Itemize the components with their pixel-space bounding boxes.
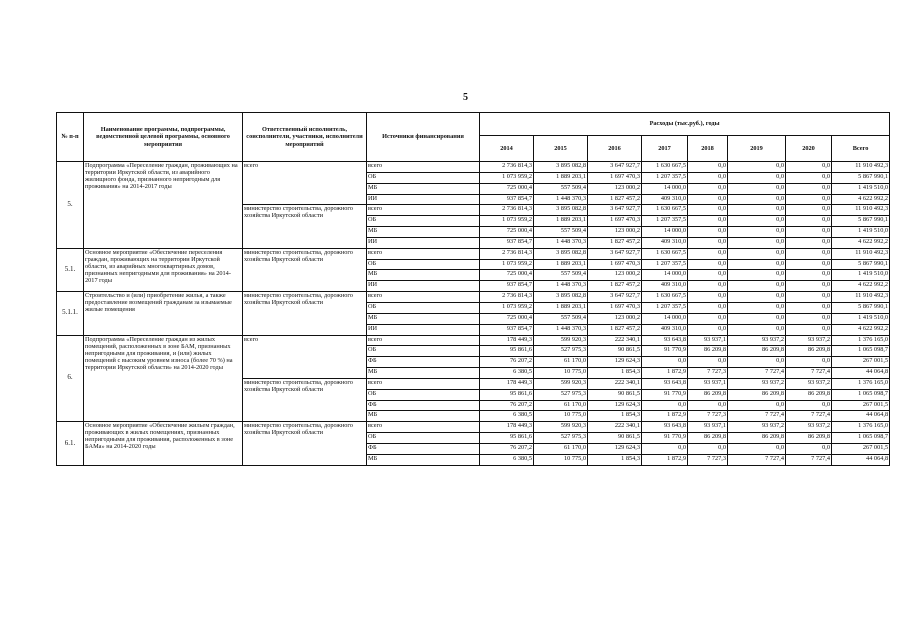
year-value: 0,0 <box>786 443 832 454</box>
executor-cell: министерство строительства, дорожного хозяйства Иркутской области <box>243 248 367 291</box>
year-value: 129 624,3 <box>588 443 642 454</box>
total-value: 44 064,8 <box>832 411 890 422</box>
page-number: 5 <box>463 92 468 103</box>
year-value: 0,0 <box>728 313 786 324</box>
year-value: 0,0 <box>786 194 832 205</box>
year-value: 7 727,4 <box>728 454 786 465</box>
row-number: 6.1. <box>57 422 84 465</box>
year-value: 599 920,3 <box>534 422 588 433</box>
year-value: 123 000,2 <box>588 227 642 238</box>
year-value: 1 073 959,2 <box>480 216 534 227</box>
table-row <box>57 162 890 173</box>
year-value: 0,0 <box>688 216 728 227</box>
total-value: 44 064,8 <box>832 454 890 465</box>
year-value: 1 889 203,1 <box>534 216 588 227</box>
program-name: Основное мероприятие «Обеспечение переселения граждан, проживающих на территории Иркутской области, из аварийных многоквартирных домов, признанных непригодными для проживания» на 2014-2017 годы <box>84 248 243 291</box>
year-value: 93 643,8 <box>642 422 688 433</box>
year-value: 0,0 <box>786 162 832 173</box>
year-value: 1 697 470,3 <box>588 302 642 313</box>
header-year: 2017 <box>642 136 688 162</box>
year-value: 0,0 <box>786 270 832 281</box>
year-value: 0,0 <box>688 270 728 281</box>
year-value: 1 073 959,2 <box>480 302 534 313</box>
year-value: 1 630 667,5 <box>642 248 688 259</box>
year-value: 6 380,5 <box>480 368 534 379</box>
table-row <box>57 292 890 303</box>
year-value: 1 073 959,2 <box>480 259 534 270</box>
year-value: 0,0 <box>728 400 786 411</box>
year-value: 86 209,8 <box>728 433 786 444</box>
year-value: 1 872,9 <box>642 454 688 465</box>
year-value: 7 727,3 <box>688 411 728 422</box>
funding-source: ФБ <box>367 400 480 411</box>
year-value: 86 209,8 <box>728 389 786 400</box>
year-value: 93 937,2 <box>728 335 786 346</box>
year-value: 557 509,4 <box>534 270 588 281</box>
year-value: 86 209,8 <box>688 433 728 444</box>
executor-cell: министерство строительства, дорожного хозяйства Иркутской области <box>243 205 367 248</box>
total-value: 1 419 510,0 <box>832 183 890 194</box>
funding-source: ФБ <box>367 357 480 368</box>
year-value: 0,0 <box>728 302 786 313</box>
year-value: 0,0 <box>688 205 728 216</box>
year-value: 1 630 667,5 <box>642 205 688 216</box>
table-row <box>57 422 890 433</box>
year-value: 178 449,3 <box>480 335 534 346</box>
total-value: 1 376 165,0 <box>832 335 890 346</box>
total-value: 267 001,5 <box>832 357 890 368</box>
total-value: 1 419 510,0 <box>832 227 890 238</box>
program-name: Подпрограмма «Переселение граждан из жилых помещений, расположенных в зоне БАМ, признанных непригодными для проживания, и (или) жилых помещений с высоким уровнем износа (более 70 %) на территории Иркутской области» на 2014-2020 годы <box>84 335 243 422</box>
year-value: 0,0 <box>728 259 786 270</box>
year-value: 0,0 <box>688 400 728 411</box>
year-value: 409 310,0 <box>642 237 688 248</box>
funding-source: ИИ <box>367 324 480 335</box>
executor-cell: министерство строительства, дорожного хозяйства Иркутской области <box>243 292 367 335</box>
year-value: 725 000,4 <box>480 183 534 194</box>
year-value: 0,0 <box>688 162 728 173</box>
year-value: 0,0 <box>786 216 832 227</box>
total-value: 11 910 492,3 <box>832 162 890 173</box>
year-value: 0,0 <box>688 313 728 324</box>
year-value: 0,0 <box>688 281 728 292</box>
total-value: 4 622 992,2 <box>832 237 890 248</box>
year-value: 93 937,2 <box>728 422 786 433</box>
funding-source: ОБ <box>367 346 480 357</box>
year-value: 0,0 <box>786 172 832 183</box>
year-value: 0,0 <box>786 183 832 194</box>
year-value: 0,0 <box>728 216 786 227</box>
year-value: 6 380,5 <box>480 454 534 465</box>
header-year: 2020 <box>786 136 832 162</box>
row-number: 6. <box>57 335 84 422</box>
header-year: 2018 <box>688 136 728 162</box>
year-value: 178 449,3 <box>480 422 534 433</box>
year-value: 86 209,8 <box>786 389 832 400</box>
table-row <box>57 248 890 259</box>
total-value: 11 910 492,3 <box>832 292 890 303</box>
funding-source: МБ <box>367 183 480 194</box>
year-value: 0,0 <box>688 357 728 368</box>
year-value: 937 854,7 <box>480 324 534 335</box>
year-value: 937 854,7 <box>480 237 534 248</box>
total-value: 267 001,5 <box>832 443 890 454</box>
funding-source: всего <box>367 248 480 259</box>
year-value: 0,0 <box>786 237 832 248</box>
total-value: 5 867 990,1 <box>832 216 890 227</box>
year-value: 557 509,4 <box>534 227 588 238</box>
year-value: 0,0 <box>728 205 786 216</box>
funding-source: МБ <box>367 270 480 281</box>
year-value: 93 937,2 <box>786 378 832 389</box>
total-value: 4 622 992,2 <box>832 194 890 205</box>
funding-source: ОБ <box>367 259 480 270</box>
year-value: 6 380,5 <box>480 411 534 422</box>
year-value: 0,0 <box>728 270 786 281</box>
year-value: 7 727,4 <box>728 368 786 379</box>
row-number: 5.1. <box>57 248 84 291</box>
year-value: 1 889 203,1 <box>534 259 588 270</box>
total-value: 267 001,5 <box>832 400 890 411</box>
year-value: 93 937,1 <box>688 422 728 433</box>
year-value: 0,0 <box>688 292 728 303</box>
year-value: 0,0 <box>786 324 832 335</box>
year-value: 0,0 <box>688 227 728 238</box>
year-value: 2 736 814,3 <box>480 205 534 216</box>
year-value: 61 170,0 <box>534 357 588 368</box>
year-value: 1 697 470,3 <box>588 259 642 270</box>
year-value: 90 861,5 <box>588 389 642 400</box>
funding-source: ОБ <box>367 302 480 313</box>
year-value: 0,0 <box>728 292 786 303</box>
year-value: 3 647 927,7 <box>588 292 642 303</box>
funding-source: ОБ <box>367 433 480 444</box>
year-value: 1 889 203,1 <box>534 302 588 313</box>
year-value: 3 647 927,7 <box>588 205 642 216</box>
year-value: 123 000,2 <box>588 270 642 281</box>
funding-source: МБ <box>367 227 480 238</box>
year-value: 599 920,3 <box>534 335 588 346</box>
year-value: 527 975,3 <box>534 389 588 400</box>
year-value: 0,0 <box>688 172 728 183</box>
year-value: 725 000,4 <box>480 270 534 281</box>
year-value: 7 727,3 <box>688 454 728 465</box>
total-value: 4 622 992,2 <box>832 281 890 292</box>
header-name: Наименование программы, подпрограммы, ведомственной целевой программы, основного мероприятия <box>84 113 243 162</box>
total-value: 5 867 990,1 <box>832 259 890 270</box>
year-value: 1 448 370,3 <box>534 237 588 248</box>
year-value: 0,0 <box>728 248 786 259</box>
funding-source: всего <box>367 205 480 216</box>
budget-table <box>56 112 890 466</box>
year-value: 0,0 <box>642 400 688 411</box>
year-value: 95 861,6 <box>480 389 534 400</box>
funding-source: ИИ <box>367 194 480 205</box>
year-value: 1 448 370,3 <box>534 324 588 335</box>
year-value: 0,0 <box>688 302 728 313</box>
year-value: 86 209,8 <box>728 346 786 357</box>
total-value: 1 419 510,0 <box>832 313 890 324</box>
year-value: 3 895 082,8 <box>534 292 588 303</box>
year-value: 1 827 457,2 <box>588 324 642 335</box>
year-value: 14 000,0 <box>642 313 688 324</box>
year-value: 0,0 <box>728 162 786 173</box>
year-value: 86 209,8 <box>688 346 728 357</box>
year-value: 1 697 470,3 <box>588 172 642 183</box>
year-value: 1 207 357,5 <box>642 216 688 227</box>
year-value: 123 000,2 <box>588 183 642 194</box>
year-value: 937 854,7 <box>480 281 534 292</box>
year-value: 86 209,8 <box>688 389 728 400</box>
year-value: 0,0 <box>728 183 786 194</box>
year-value: 1 854,3 <box>588 368 642 379</box>
year-value: 90 861,5 <box>588 433 642 444</box>
year-value: 91 770,9 <box>642 389 688 400</box>
year-value: 725 000,4 <box>480 227 534 238</box>
year-value: 7 727,4 <box>728 411 786 422</box>
header-source: Источники финансирования <box>367 113 480 162</box>
year-value: 1 630 667,5 <box>642 292 688 303</box>
total-value: 1 419 510,0 <box>832 270 890 281</box>
year-value: 129 624,3 <box>588 357 642 368</box>
funding-source: ОБ <box>367 216 480 227</box>
year-value: 0,0 <box>642 443 688 454</box>
row-number: 5.1.1. <box>57 292 84 335</box>
year-value: 3 895 082,8 <box>534 248 588 259</box>
header-year: 2014 <box>480 136 534 162</box>
year-value: 1 872,9 <box>642 411 688 422</box>
program-name: Подпрограмма «Переселение граждан, проживающих на территории Иркутской области, из аварийного жилищного фонда, признанного непригодным для проживания» на 2014-2017 годы <box>84 162 243 249</box>
funding-source: ОБ <box>367 172 480 183</box>
year-value: 527 975,3 <box>534 433 588 444</box>
header-row <box>57 113 890 136</box>
year-value: 7 727,4 <box>786 454 832 465</box>
year-value: 1 697 470,3 <box>588 216 642 227</box>
row-number: 5. <box>57 162 84 249</box>
total-value: 5 867 990,1 <box>832 302 890 313</box>
year-value: 3 895 082,8 <box>534 205 588 216</box>
year-value: 93 937,1 <box>688 378 728 389</box>
year-value: 0,0 <box>688 248 728 259</box>
year-value: 599 920,3 <box>534 378 588 389</box>
year-value: 76 207,2 <box>480 357 534 368</box>
year-value: 0,0 <box>786 292 832 303</box>
year-value: 0,0 <box>786 205 832 216</box>
funding-source: всего <box>367 292 480 303</box>
total-value: 11 910 492,3 <box>832 205 890 216</box>
funding-source: ОБ <box>367 389 480 400</box>
year-value: 3 647 927,7 <box>588 162 642 173</box>
year-value: 1 207 357,5 <box>642 302 688 313</box>
year-value: 0,0 <box>786 281 832 292</box>
year-value: 14 000,0 <box>642 270 688 281</box>
year-value: 123 000,2 <box>588 313 642 324</box>
program-name: Строительство и (или) приобретение жилья, а также предоставление возмещений гражданам за изымаемые жилые помещения <box>84 292 243 335</box>
funding-source: МБ <box>367 368 480 379</box>
year-value: 0,0 <box>728 194 786 205</box>
funding-source: ИИ <box>367 281 480 292</box>
year-value: 1 827 457,2 <box>588 237 642 248</box>
year-value: 0,0 <box>688 259 728 270</box>
year-value: 0,0 <box>688 194 728 205</box>
year-value: 3 647 927,7 <box>588 248 642 259</box>
total-value: 44 064,8 <box>832 368 890 379</box>
table-row <box>57 335 890 346</box>
year-value: 1 207 357,5 <box>642 259 688 270</box>
funding-source: ИИ <box>367 237 480 248</box>
year-value: 7 727,4 <box>786 368 832 379</box>
table-body <box>57 162 890 466</box>
year-value: 7 727,3 <box>688 368 728 379</box>
year-value: 0,0 <box>728 172 786 183</box>
year-value: 2 736 814,3 <box>480 162 534 173</box>
year-value: 0,0 <box>786 302 832 313</box>
total-value: 1 065 098,7 <box>832 346 890 357</box>
year-value: 0,0 <box>728 357 786 368</box>
total-value: 11 910 492,3 <box>832 248 890 259</box>
year-value: 1 207 357,5 <box>642 172 688 183</box>
year-value: 557 509,4 <box>534 313 588 324</box>
header-year: 2015 <box>534 136 588 162</box>
header-executor: Ответственный исполнитель, соисполнители, участники, исполнители мероприятий <box>243 113 367 162</box>
year-value: 1 630 667,5 <box>642 162 688 173</box>
year-value: 61 170,0 <box>534 400 588 411</box>
year-value: 0,0 <box>688 183 728 194</box>
year-value: 76 207,2 <box>480 443 534 454</box>
year-value: 178 449,3 <box>480 378 534 389</box>
year-value: 0,0 <box>786 248 832 259</box>
total-value: 1 065 098,7 <box>832 433 890 444</box>
funding-source: всего <box>367 378 480 389</box>
year-value: 1 872,9 <box>642 368 688 379</box>
year-value: 86 209,8 <box>786 433 832 444</box>
executor-cell: всего <box>243 335 367 378</box>
year-value: 1 448 370,3 <box>534 194 588 205</box>
year-value: 95 861,6 <box>480 346 534 357</box>
year-value: 1 854,3 <box>588 454 642 465</box>
year-value: 91 770,9 <box>642 346 688 357</box>
year-value: 93 643,8 <box>642 335 688 346</box>
year-value: 222 340,1 <box>588 422 642 433</box>
year-value: 90 861,5 <box>588 346 642 357</box>
executor-cell: всего <box>243 162 367 205</box>
year-value: 0,0 <box>688 443 728 454</box>
year-value: 2 736 814,3 <box>480 292 534 303</box>
header-total: Всего <box>832 136 890 162</box>
year-value: 93 937,2 <box>786 422 832 433</box>
year-value: 0,0 <box>728 281 786 292</box>
year-value: 409 310,0 <box>642 281 688 292</box>
year-value: 10 775,0 <box>534 368 588 379</box>
year-value: 1 073 959,2 <box>480 172 534 183</box>
header-number: № п-п <box>57 113 84 162</box>
total-value: 1 376 165,0 <box>832 422 890 433</box>
year-value: 93 937,1 <box>688 335 728 346</box>
year-value: 0,0 <box>786 259 832 270</box>
year-value: 61 170,0 <box>534 443 588 454</box>
funding-source: МБ <box>367 313 480 324</box>
year-value: 14 000,0 <box>642 227 688 238</box>
year-value: 86 209,8 <box>786 346 832 357</box>
year-value: 0,0 <box>728 324 786 335</box>
executor-cell: министерство строительства, дорожного хозяйства Иркутской области <box>243 422 367 465</box>
year-value: 95 861,6 <box>480 433 534 444</box>
total-value: 5 867 990,1 <box>832 172 890 183</box>
total-value: 4 622 992,2 <box>832 324 890 335</box>
year-value: 1 854,3 <box>588 411 642 422</box>
year-value: 409 310,0 <box>642 194 688 205</box>
year-value: 76 207,2 <box>480 400 534 411</box>
year-value: 1 448 370,3 <box>534 281 588 292</box>
year-value: 409 310,0 <box>642 324 688 335</box>
year-value: 0,0 <box>688 324 728 335</box>
year-value: 1 827 457,2 <box>588 194 642 205</box>
year-value: 0,0 <box>728 227 786 238</box>
year-value: 93 643,8 <box>642 378 688 389</box>
year-value: 93 937,2 <box>786 335 832 346</box>
year-value: 14 000,0 <box>642 183 688 194</box>
total-value: 1 376 165,0 <box>832 378 890 389</box>
year-value: 0,0 <box>728 443 786 454</box>
year-value: 2 736 814,3 <box>480 248 534 259</box>
funding-source: всего <box>367 162 480 173</box>
year-value: 0,0 <box>786 313 832 324</box>
year-value: 10 775,0 <box>534 454 588 465</box>
year-value: 93 937,2 <box>728 378 786 389</box>
funding-source: ФБ <box>367 443 480 454</box>
year-value: 0,0 <box>728 237 786 248</box>
funding-source: МБ <box>367 454 480 465</box>
year-value: 527 975,3 <box>534 346 588 357</box>
header-year: 2019 <box>728 136 786 162</box>
header-expenses: Расходы (тыс.руб.), годы <box>480 113 890 136</box>
program-name: Основное мероприятие «Обеспечение жильем граждан, проживающих в жилых помещениях, признанных непригодными для проживания, расположенных в зоне БАМа» на 2014-2020 годы <box>84 422 243 465</box>
year-value: 3 895 082,8 <box>534 162 588 173</box>
funding-source: МБ <box>367 411 480 422</box>
total-value: 1 065 098,7 <box>832 389 890 400</box>
year-value: 0,0 <box>786 400 832 411</box>
year-value: 0,0 <box>688 237 728 248</box>
year-value: 0,0 <box>642 357 688 368</box>
year-value: 1 827 457,2 <box>588 281 642 292</box>
executor-cell: министерство строительства, дорожного хозяйства Иркутской области <box>243 378 367 421</box>
funding-source: всего <box>367 335 480 346</box>
year-value: 1 889 203,1 <box>534 172 588 183</box>
year-value: 0,0 <box>786 227 832 238</box>
header-year: 2016 <box>588 136 642 162</box>
year-value: 0,0 <box>786 357 832 368</box>
year-value: 222 340,1 <box>588 378 642 389</box>
year-value: 7 727,4 <box>786 411 832 422</box>
year-value: 222 340,1 <box>588 335 642 346</box>
funding-source: всего <box>367 422 480 433</box>
year-value: 91 770,9 <box>642 433 688 444</box>
year-value: 937 854,7 <box>480 194 534 205</box>
year-value: 557 509,4 <box>534 183 588 194</box>
year-value: 10 775,0 <box>534 411 588 422</box>
year-value: 725 000,4 <box>480 313 534 324</box>
year-value: 129 624,3 <box>588 400 642 411</box>
